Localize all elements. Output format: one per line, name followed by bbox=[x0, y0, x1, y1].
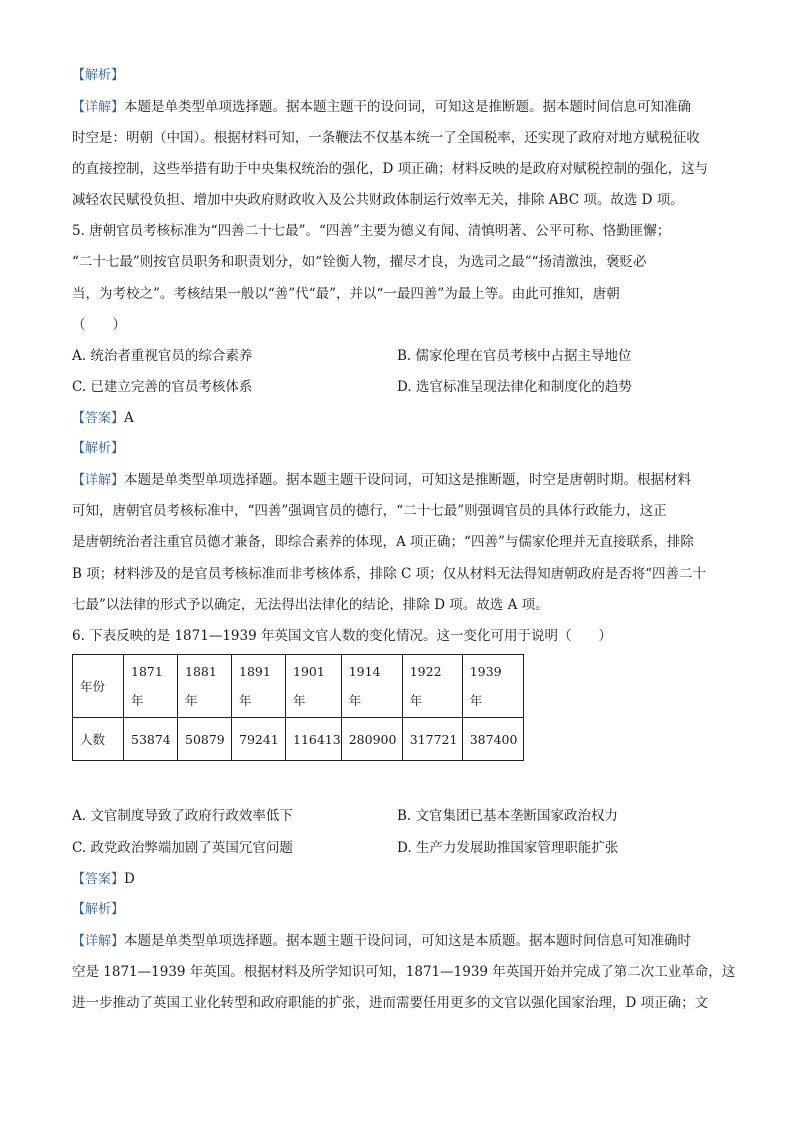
analysis-line: 时空是：明朝（中国）。根据材料可知，一条鞭法不仅基本统一了全国税率，还实现了政府对地方赋税征收 bbox=[72, 130, 700, 146]
detail-label: 【详解】 bbox=[72, 934, 125, 949]
analysis-line: 是唐朝统治者注重官员德才兼备，即综合素养的体现，A 项正确；“四善”与儒家伦理并无直接联系，排除 bbox=[72, 534, 694, 550]
q5-option-d: D. 选官标准呈现法律化和制度化的趋势 bbox=[397, 379, 632, 395]
analysis-line bbox=[72, 471, 691, 490]
answer-value: D bbox=[124, 871, 135, 887]
table-row bbox=[73, 718, 524, 761]
analysis-line bbox=[72, 932, 691, 951]
analysis-text: 本题是单类型单项选择题。据本题主题干的设问词，可知这是推断题。据本题时间信息可知准确 bbox=[124, 99, 692, 115]
detail-label: 【详解】 bbox=[72, 473, 125, 488]
q6-option-d: D. 生产力发展助推国家管理职能扩张 bbox=[397, 840, 619, 856]
table-cell: 1901 年 bbox=[286, 655, 342, 718]
q6-option-a: A. 文官制度导致了政府行政效率低下 bbox=[72, 808, 293, 824]
civil-servant-table bbox=[72, 654, 524, 761]
question-5-stem: （ ） bbox=[72, 317, 126, 333]
question-5-stem: “二十七最”则按官员职务和职责划分，如“铨衡人物，擢尽才良，为选司之最”“扬清激浊，褒贬必 bbox=[72, 254, 647, 270]
table-header-cell: 人数 bbox=[73, 718, 124, 761]
answer-label: 【答案】 bbox=[72, 872, 125, 887]
answer-value: A bbox=[124, 410, 134, 426]
analysis-line bbox=[72, 98, 691, 117]
analysis-label: 【解析】 bbox=[72, 68, 125, 83]
analysis-text: 本题是单类型单项选择题。据本题主题干设问词，可知这是推断题，时空是唐朝时期。根据材料 bbox=[124, 472, 692, 488]
analysis-line: B 项；材料涉及的是官员考核标准而非考核体系，排除 C 项；仅从材料无法得知唐朝政府是否将“四善二十 bbox=[72, 566, 707, 582]
question-5-stem: 当，为考校之”。考核结果一般以“善”代“最”，并以“一最四善”为最上等。由此可推知，唐朝 bbox=[72, 286, 620, 302]
table-cell: 1922 年 bbox=[402, 655, 462, 718]
table-cell: 387400 bbox=[462, 718, 523, 761]
analysis-line: 七最”以法律的形式予以确定，无法得出法律化的结论，排除 D 项。故选 A 项。 bbox=[72, 597, 549, 613]
table-cell: 1914 年 bbox=[341, 655, 402, 718]
q6-option-c: C. 政党政治弊端加剧了英国冗官问题 bbox=[72, 840, 293, 856]
question-6-stem: 6. 下表反映的是 1871—1939 年英国文官人数的变化情况。这一变化可用于说明（ ） bbox=[72, 628, 612, 644]
table-row bbox=[73, 655, 524, 718]
analysis-label: 【解析】 bbox=[72, 441, 125, 456]
table-cell: 1891 年 bbox=[232, 655, 286, 718]
q5-option-a: A. 统治者重视官员的综合素养 bbox=[72, 348, 253, 364]
table-cell: 79241 bbox=[232, 718, 286, 761]
question-5-stem: 5. 唐朝官员考核标准为“四善二十七最”。“四善”主要为德义有闻、清慎明著、公平可称、恪勤匪懈； bbox=[72, 223, 671, 239]
answer-label: 【答案】 bbox=[72, 411, 125, 426]
analysis-line: 进一步推动了英国工业化转型和政府职能的扩张，进而需要任用更多的文官以强化国家治理，D 项正确；文 bbox=[72, 995, 709, 1011]
table-cell: 317721 bbox=[402, 718, 462, 761]
table-cell: 1871 年 bbox=[124, 655, 178, 718]
table-cell: 1939 年 bbox=[462, 655, 523, 718]
analysis-line: 减轻农民赋役负担、增加中央政府财政收入及公共财政体制运行效率无关，排除 ABC 项。故选 D 项。 bbox=[72, 192, 684, 208]
q5-option-b: B. 儒家伦理在官员考核中占据主导地位 bbox=[397, 348, 632, 364]
table-cell: 53874 bbox=[124, 718, 178, 761]
table-header-cell: 年份 bbox=[73, 655, 124, 718]
table-cell: 116413 bbox=[286, 718, 342, 761]
detail-label: 【详解】 bbox=[72, 100, 125, 115]
table-cell: 50879 bbox=[178, 718, 232, 761]
analysis-label: 【解析】 bbox=[72, 902, 125, 917]
q6-option-b: B. 文官集团已基本垄断国家政治权力 bbox=[397, 808, 619, 824]
q5-answer bbox=[72, 409, 134, 428]
analysis-line: 的直接控制，这些举措有助于中央集权统治的强化，D 项正确；材料反映的是政府对赋税控制的强化，这与 bbox=[72, 161, 709, 177]
analysis-line: 空是 1871—1939 年英国。根据材料及所学知识可知，1871—1939 年英国开始并完成了第二次工业革命，这 bbox=[72, 964, 736, 980]
analysis-line: 可知，唐朝官员考核标准中，“四善”强调官员的德行，“二十七最”则强调官员的具体行政能力，这正 bbox=[72, 503, 667, 519]
table-cell: 280900 bbox=[341, 718, 402, 761]
table-cell: 1881 年 bbox=[178, 655, 232, 718]
q5-option-c: C. 已建立完善的官员考核体系 bbox=[72, 379, 253, 395]
analysis-text: 本题是单类型单项选择题。据本题主题干设问词，可知这是本质题。据本题时间信息可知准确时 bbox=[124, 933, 692, 949]
q6-answer bbox=[72, 870, 135, 889]
